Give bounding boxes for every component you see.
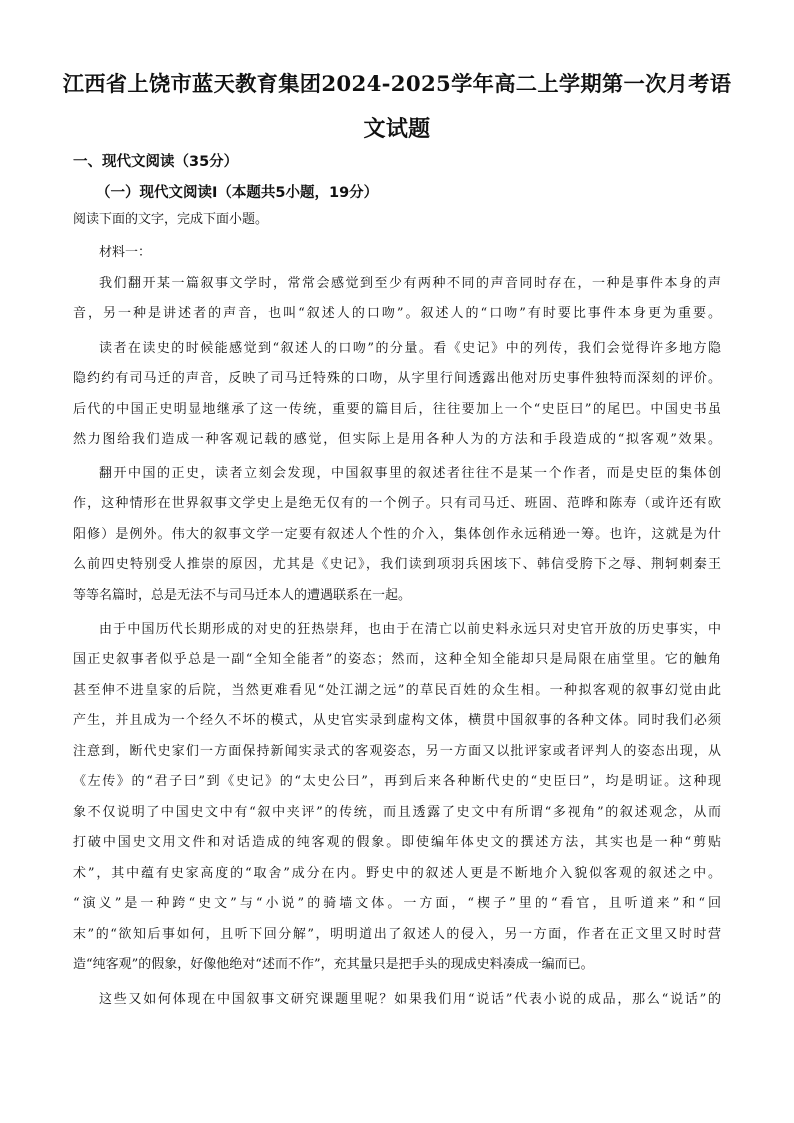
material-label: 材料一： (99, 245, 152, 260)
text-line: 末”的“欲知后事如何，且听下回分解”，明明道出了叙述人的侵入，另一方面，作者在正文里又时时营 (73, 927, 721, 942)
text-line: 国正史叙事者似乎总是一副“全知全能者”的姿态；然而，这种全知全能却只是局限在庙堂里。它的触角 (73, 652, 721, 667)
text-line: 术”，其中蕴有史家高度的“取舍”成分在内。野史中的叙述人更是不断地介入貌似客观的叙述之中。 (73, 866, 721, 881)
document-title-line1: 江西省上饶市蓝天教育集团2024-2025学年高二上学期第一次月考语 (62, 72, 732, 97)
text-line: 这些又如何体现在中国叙事文研究课题里呢？如果我们用“说话”代表小说的成品，那么“说话”的 (99, 992, 721, 1007)
section-heading: 一、现代文阅读（35分） (73, 154, 239, 170)
text-line: 作，这种情形在世界叙事文学史上是绝无仅有的一个例子。只有司马迁、班固、范晔和陈寿（或许还有欧 (73, 496, 721, 511)
text-line: 产生，并且成为一个经久不坏的模式，从史官实录到虚构文体，横贯中国叙事的各种文体。同时我们必须 (73, 713, 721, 728)
text-line: 隐约约有司马迁的声音，反映了司马迁特殊的口吻，从字里行间透露出他对历史事件独特而深刻的评价。 (73, 371, 721, 386)
text-line: 打破中国史文用文件和对话造成的纯客观的假象。即使编年体史文的撰述方法，其实也是一种“剪贴 (73, 835, 721, 850)
text-line: 音，另一种是讲述者的声音，也叫“叙述人的口吻”。叙述人的“口吻”有时要比事件本身更为重要。 (73, 306, 721, 321)
text-line: 象不仅说明了中国史文中有“叙中夹评”的传统，而且透露了史文中有所谓“多视角”的叙述观念，从而 (73, 805, 721, 820)
text-line: 甚至伸不进皇家的后院，当然更难看见“处江湖之远”的草民百姓的众生相。一种拟客观的叙事幻觉由此 (73, 683, 721, 698)
text-line: 读者在读史的时候能感觉到“叙述人的口吻”的分量。看《史记》中的列传，我们会觉得许多地方隐 (99, 341, 721, 356)
text-line: 阳修）是例外。伟大的叙事文学一定要有叙述人个性的介入，集体创作永远稍逊一筹。也许，这就是为什 (73, 527, 721, 542)
text-line: 等等名篇时，总是无法不与司马迁本人的遭遇联系在一起。 (73, 588, 412, 603)
text-line: “演义”是一种跨“史文”与“小说”的骑墙文体。一方面，“楔子”里的“看官，且听道来”和“回 (73, 896, 721, 911)
text-line: 《左传》的“君子曰”到《史记》的“太史公曰”，再到后来各种断代史的“史臣曰”，均是明证。这种现 (73, 774, 721, 789)
text-line: 后代的中国正史明显地继承了这一传统，重要的篇目后，往往要加上一个“史臣曰”的尾巴。中国史书虽 (73, 402, 721, 417)
text-line: 我们翻开某一篇叙事文学时，常常会感觉到至少有两种不同的声音同时存在，一种是事件本身的声 (99, 276, 721, 291)
subsection-heading: （一）现代文阅读Ⅰ（本题共5小题，19分） (96, 185, 379, 201)
text-line: 么前四史特别受人推崇的原因，尤其是《史记》，我们读到项羽兵困垓下、韩信受胯下之辱、荆轲刺秦王 (73, 557, 721, 572)
text-line: 由于中国历代长期形成的对史的狂热崇拜，也由于在清亡以前史料永远只对史官开放的历史事实，中 (99, 622, 721, 637)
document-title-line2: 文试题 (363, 116, 431, 142)
text-line: 然力图给我们造成一种客观记载的感觉，但实际上是用各种人为的方法和手段造成的“拟客观”效果。 (73, 432, 721, 447)
text-line: 注意到，断代史家们一方面保持新闻实录式的客观姿态，另一方面又以批评家或者评判人的姿态出现，从 (73, 744, 721, 759)
text-line: 翻开中国的正史，读者立刻会发现，中国叙事里的叙述者往往不是某一个作者，而是史臣的集体创 (99, 466, 721, 481)
instruction-text: 阅读下面的文字，完成下面小题。 (73, 212, 269, 227)
text-line: 造“纯客观”的假象，好像他绝对“述而不作”，充其量只是把手头的现成史料凑成一编而已。 (73, 957, 594, 972)
